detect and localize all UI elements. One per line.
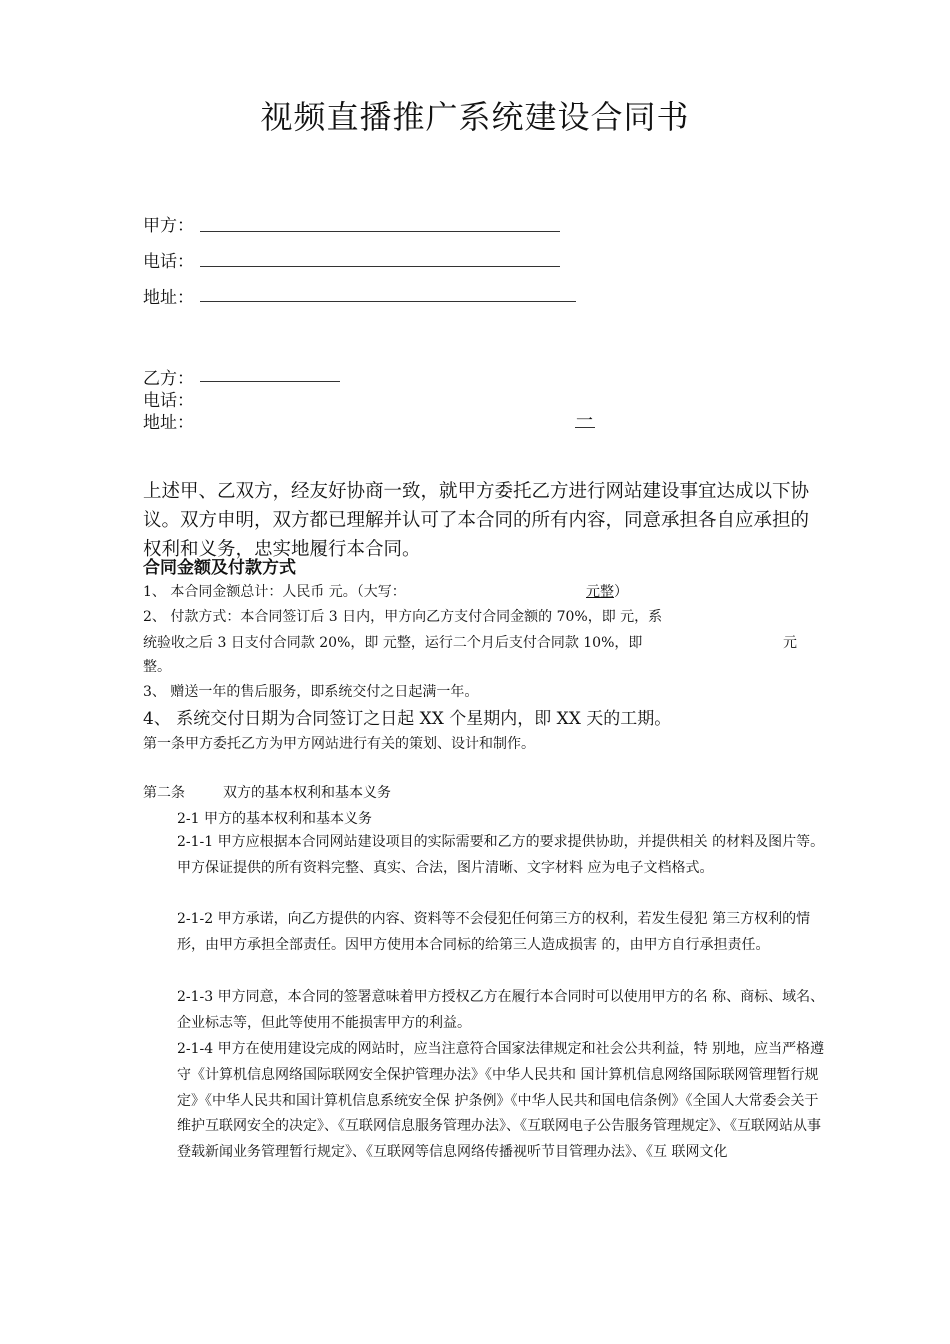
party-a-phone-label: 电话： bbox=[143, 252, 194, 272]
item-2-line-3: 整。 bbox=[143, 659, 171, 675]
party-b-phone-label: 电话： bbox=[143, 391, 194, 411]
item-2-line-2: 统验收之后 3 日支付合同款 20%，即 元整，运行二个月后支付合同款 10%，即 bbox=[143, 635, 643, 651]
clause-2-1-3: 2-1-3 甲方同意，本合同的签署意味着甲方授权乙方在履行本合同时可以使用甲方的名 称、商标、域名、企业标志等，但此等使用不能损害甲方的利益。 bbox=[177, 989, 825, 1031]
item-1-tail-underlined: 元整 bbox=[586, 584, 614, 600]
party-a-address-label: 地址： bbox=[143, 288, 194, 308]
item-1-tail bbox=[586, 581, 628, 601]
party-a-name-label: 甲方： bbox=[143, 216, 194, 236]
document-title: 视频直播推广系统建设合同书 bbox=[260, 98, 690, 136]
party-b-address-blank bbox=[575, 427, 595, 428]
party-a-name-blank bbox=[200, 231, 560, 232]
party-b-name-label: 乙方： bbox=[143, 369, 194, 389]
party-b-address-mark: 一 bbox=[576, 411, 593, 431]
item-1-close: ） bbox=[614, 584, 628, 600]
article-1: 第一条甲方委托乙方为甲方网站进行有关的策划、设计和制作。 bbox=[143, 736, 535, 752]
article-2-title: 双方的基本权利和基本义务 bbox=[223, 785, 391, 801]
clause-2-1-2: 2-1-2 甲方承诺，向乙方提供的内容、资料等不会侵犯任何第三方的权利，若发生侵犯 第三方权利的情形，由甲方承担全部责任。因甲方使用本合同标的给第三人造成损害 的，由甲方自行承担责任。 bbox=[177, 911, 811, 953]
party-a-phone-blank bbox=[200, 266, 560, 267]
section-heading: 合同金额及付款方式 bbox=[143, 558, 296, 578]
item-1-text: 1、 本合同金额总计：人民币 元。（大写： bbox=[143, 584, 406, 600]
item-1 bbox=[143, 581, 406, 601]
intro-paragraph: 上述甲、乙双方，经友好协商一致，就甲方委托乙方进行网站建设事宜达成以下协议。双方申明，双方都已理解并认可了本合同的所有内容，同意承担各自应承担的权利和义务，忠实地履行本合同。 bbox=[143, 481, 810, 560]
party-b-address-label: 地址： bbox=[143, 413, 194, 433]
party-a-address-blank bbox=[200, 301, 576, 302]
article-2-label: 第二条 bbox=[143, 785, 185, 801]
item-2-line-2-tail: 元 bbox=[783, 635, 797, 651]
subsection-2-1: 2-1 甲方的基本权利和基本义务 bbox=[177, 811, 372, 827]
item-3: 3、 赠送一年的售后服务，即系统交付之日起满一年。 bbox=[143, 684, 479, 700]
clause-2-1-4: 2-1-4 甲方在使用建设完成的网站时，应当注意符合国家法律规定和社会公共利益，特 别地，应当严格遵守《计算机信息网络国际联网安全保护管理办法》《中华人民共和 国计算机信息网络国际联网管理暂行规定》《中华人民共和国计算机信息系统安全保 护条例》《中华人民共和国电信条例》《全国人大常委会关于维护互联网安全的决定》、《互联网信息服务管理办法》、《互联网电子公告服务管理规定》、《互联网站从事 登载新闻业务管理暂行规定》、《互联网等信息网络传播视听节目管理办法》、《互 联网文化 bbox=[177, 1041, 825, 1161]
clause-2-1-1: 2-1-1 甲方应根据本合同网站建设项目的实际需要和乙方的要求提供协助，并提供相关 的材料及图片等。甲方保证提供的所有资料完整、真实、合法，图片清晰、文字材料 应为电子文档格式。 bbox=[177, 834, 825, 876]
item-2-line-1: 2、 付款方式：本合同签订后 3 日内，甲方向乙方支付合同金额的 70%，即 元，系 bbox=[143, 609, 663, 625]
party-b-name-blank bbox=[200, 381, 340, 382]
item-4: 4、 系统交付日期为合同签订之日起 XX 个星期内，即 XX 天的工期。 bbox=[143, 709, 672, 729]
